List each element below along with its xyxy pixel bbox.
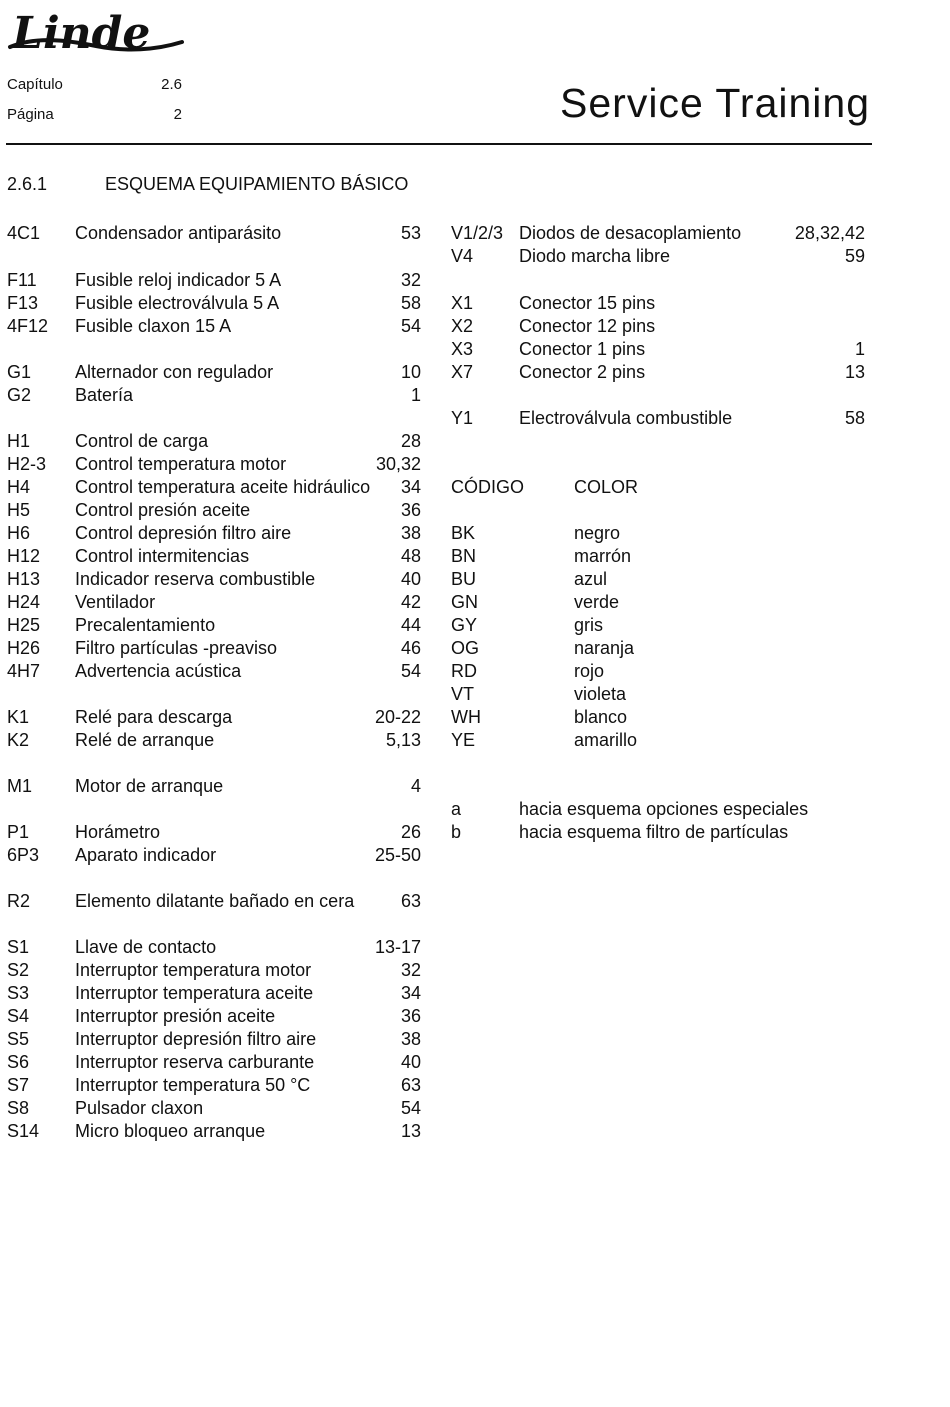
item-page: 59 — [844, 246, 865, 266]
item-desc: Pulsador claxon — [75, 1098, 204, 1118]
item-code: Y1 — [451, 408, 474, 428]
list-item — [7, 844, 421, 866]
item-desc: Diodo marcha libre — [519, 246, 671, 266]
item-code: S8 — [7, 1098, 30, 1118]
item-code: G1 — [7, 362, 32, 382]
reference-desc: hacia esquema filtro de partículas — [519, 822, 789, 842]
section-number: 2.6.1 — [7, 174, 48, 194]
item-page: 42 — [400, 592, 421, 612]
item-desc: Control presión aceite — [75, 500, 251, 520]
color-name: azul — [574, 569, 608, 589]
item-code: H25 — [7, 615, 41, 635]
list-item — [451, 407, 865, 429]
list-item — [7, 637, 421, 659]
item-code: S2 — [7, 960, 30, 980]
item-page: 34 — [400, 983, 421, 1003]
color-row — [451, 568, 865, 590]
item-page: 53 — [400, 223, 421, 243]
list-item — [7, 959, 421, 981]
list-item — [7, 453, 421, 475]
color-code: BK — [451, 523, 476, 543]
item-code: S3 — [7, 983, 30, 1003]
item-desc: Elemento dilatante bañado en cera — [75, 891, 355, 911]
color-row — [451, 591, 865, 613]
item-code: 4H7 — [7, 661, 41, 681]
color-code: OG — [451, 638, 480, 658]
item-page: 32 — [400, 270, 421, 290]
list-item — [7, 476, 421, 498]
color-row — [451, 522, 865, 544]
item-desc: Ventilador — [75, 592, 156, 612]
list-item — [7, 315, 421, 337]
item-code: F11 — [7, 270, 37, 290]
color-name: naranja — [574, 638, 635, 658]
item-desc: Batería — [75, 385, 134, 405]
color-row — [451, 637, 865, 659]
item-code: S14 — [7, 1121, 40, 1141]
item-code: H1 — [7, 431, 31, 451]
list-item — [451, 292, 865, 314]
list-item — [451, 245, 865, 267]
list-item — [7, 982, 421, 1004]
item-desc: Interruptor presión aceite — [75, 1006, 276, 1026]
item-page: 54 — [400, 1098, 421, 1118]
item-desc: Aparato indicador — [75, 845, 217, 865]
chapter-label: Capítulo — [7, 76, 63, 93]
item-page: 48 — [400, 546, 421, 566]
item-desc: Control de carga — [75, 431, 209, 451]
item-page: 46 — [400, 638, 421, 658]
item-desc: Indicador reserva combustible — [75, 569, 316, 589]
header-divider — [6, 143, 872, 145]
item-code: S6 — [7, 1052, 30, 1072]
color-name: marrón — [574, 546, 632, 566]
item-desc: Micro bloqueo arranque — [75, 1121, 266, 1141]
color-name: negro — [574, 523, 621, 543]
item-code: P1 — [7, 822, 30, 842]
item-page: 1 — [854, 339, 865, 359]
list-item — [7, 775, 421, 797]
color-code: VT — [451, 684, 475, 704]
list-item — [7, 591, 421, 613]
item-desc: Interruptor depresión filtro aire — [75, 1029, 317, 1049]
item-desc: Conector 2 pins — [519, 362, 646, 382]
item-page: 58 — [844, 408, 865, 428]
item-code: V4 — [451, 246, 474, 266]
item-desc: Relé para descarga — [75, 707, 233, 727]
item-code: H26 — [7, 638, 41, 658]
item-code: S1 — [7, 937, 30, 957]
list-item — [451, 338, 865, 360]
item-page: 26 — [400, 822, 421, 842]
item-page: 36 — [400, 1006, 421, 1026]
page-row — [7, 106, 182, 123]
item-page: 63 — [400, 1075, 421, 1095]
color-code: BN — [451, 546, 477, 566]
section-title: ESQUEMA EQUIPAMIENTO BÁSICO — [105, 174, 409, 194]
item-page: 38 — [400, 523, 421, 543]
item-code: 4C1 — [7, 223, 41, 243]
linde-logo — [6, 6, 184, 56]
color-code: RD — [451, 661, 477, 681]
item-page: 5,13 — [385, 730, 421, 750]
page-value: 2 — [173, 106, 182, 123]
list-item — [7, 1120, 421, 1142]
list-item — [7, 361, 421, 383]
item-page: 44 — [400, 615, 421, 635]
item-page: 25-50 — [374, 845, 421, 865]
item-page: 34 — [400, 477, 421, 497]
item-desc: Interruptor reserva carburante — [75, 1052, 315, 1072]
item-desc: Electroválvula combustible — [519, 408, 733, 428]
item-page: 30,32 — [375, 454, 421, 474]
item-code: S7 — [7, 1075, 30, 1095]
list-item — [7, 568, 421, 590]
item-page: 10 — [400, 362, 421, 382]
color-code: YE — [451, 730, 476, 750]
color-row — [451, 545, 865, 567]
item-code: H4 — [7, 477, 31, 497]
item-page: 63 — [400, 891, 421, 911]
item-desc: Relé de arranque — [75, 730, 215, 750]
color-header-color: COLOR — [574, 477, 639, 497]
color-code: GY — [451, 615, 478, 635]
list-item — [7, 821, 421, 843]
item-code: H12 — [7, 546, 41, 566]
list-item — [451, 222, 865, 244]
item-desc: Interruptor temperatura 50 °C — [75, 1075, 311, 1095]
item-desc: Precalentamiento — [75, 615, 216, 635]
reference-item — [451, 821, 865, 843]
list-item — [7, 890, 421, 912]
item-page: 40 — [400, 569, 421, 589]
item-page: 4 — [410, 776, 421, 796]
item-code: X2 — [451, 316, 474, 336]
list-item — [7, 499, 421, 521]
item-page: 54 — [400, 661, 421, 681]
color-row — [451, 706, 865, 728]
item-page: 54 — [400, 316, 421, 336]
item-code: H6 — [7, 523, 31, 543]
item-desc: Fusible claxon 15 A — [75, 316, 232, 336]
item-code: X7 — [451, 362, 474, 382]
item-code: S5 — [7, 1029, 30, 1049]
item-desc: Control temperatura motor — [75, 454, 287, 474]
item-page: 13 — [400, 1121, 421, 1141]
color-name: blanco — [574, 707, 628, 727]
list-item — [7, 1028, 421, 1050]
item-page: 28 — [400, 431, 421, 451]
item-desc: Advertencia acústica — [75, 661, 242, 681]
list-item — [7, 706, 421, 728]
list-item — [7, 1051, 421, 1073]
list-item — [7, 1074, 421, 1096]
item-desc: Control depresión filtro aire — [75, 523, 292, 543]
color-name: gris — [574, 615, 604, 635]
color-row — [451, 683, 865, 705]
item-desc: Horámetro — [75, 822, 161, 842]
item-page: 28,32,42 — [794, 223, 865, 243]
list-item — [7, 660, 421, 682]
list-item — [7, 936, 421, 958]
color-row — [451, 660, 865, 682]
item-code: H13 — [7, 569, 41, 589]
chapter-value: 2.6 — [161, 76, 182, 93]
color-table-header — [451, 476, 865, 498]
color-code: WH — [451, 707, 481, 727]
item-code: K2 — [7, 730, 30, 750]
list-item — [7, 292, 421, 314]
item-page: 1 — [410, 385, 421, 405]
item-desc: Control temperatura aceite hidráulico — [75, 477, 371, 497]
item-page: 32 — [400, 960, 421, 980]
item-code: F13 — [7, 293, 39, 313]
list-item — [7, 729, 421, 751]
item-code: M1 — [7, 776, 33, 796]
color-code: BU — [451, 569, 477, 589]
reference-desc: hacia esquema opciones especiales — [519, 799, 809, 819]
item-desc: Fusible electroválvula 5 A — [75, 293, 280, 313]
reference-item — [451, 798, 865, 820]
item-code: K1 — [7, 707, 30, 727]
item-desc: Motor de arranque — [75, 776, 224, 796]
reference-code: b — [451, 822, 462, 842]
color-name: verde — [574, 592, 620, 612]
item-page: 40 — [400, 1052, 421, 1072]
item-desc: Interruptor temperatura aceite — [75, 983, 314, 1003]
item-desc: Diodos de desacoplamiento — [519, 223, 742, 243]
item-desc: Condensador antiparásito — [75, 223, 282, 243]
color-row — [451, 729, 865, 751]
list-item — [7, 545, 421, 567]
list-item — [7, 614, 421, 636]
page-label: Página — [7, 106, 54, 123]
item-code: H5 — [7, 500, 31, 520]
svg-text:Linde: Linde — [12, 8, 151, 56]
page-title: Service Training — [560, 80, 870, 126]
item-desc: Fusible reloj indicador 5 A — [75, 270, 282, 290]
color-row — [451, 614, 865, 636]
list-item — [7, 384, 421, 406]
list-item — [7, 222, 421, 244]
item-desc: Filtro partículas -preaviso — [75, 638, 278, 658]
list-item — [7, 522, 421, 544]
reference-code: a — [451, 799, 462, 819]
list-item — [7, 1097, 421, 1119]
item-desc: Alternador con regulador — [75, 362, 274, 382]
item-code: H2-3 — [7, 454, 47, 474]
item-code: 4F12 — [7, 316, 49, 336]
list-item — [7, 1005, 421, 1027]
color-name: rojo — [574, 661, 605, 681]
item-page: 36 — [400, 500, 421, 520]
item-desc: Interruptor temperatura motor — [75, 960, 312, 980]
color-code: GN — [451, 592, 478, 612]
list-item — [451, 361, 865, 383]
item-desc: Conector 15 pins — [519, 293, 656, 313]
item-desc: Conector 12 pins — [519, 316, 656, 336]
color-header-code: CÓDIGO — [451, 477, 525, 497]
item-desc: Control intermitencias — [75, 546, 250, 566]
item-page: 13-17 — [374, 937, 421, 957]
item-code: S4 — [7, 1006, 30, 1026]
item-desc: Llave de contacto — [75, 937, 217, 957]
item-code: X3 — [451, 339, 474, 359]
item-page: 20-22 — [374, 707, 421, 727]
list-item — [7, 430, 421, 452]
list-item — [7, 269, 421, 291]
chapter-row — [7, 76, 182, 93]
color-name: violeta — [574, 684, 627, 704]
item-page: 58 — [400, 293, 421, 313]
item-code: G2 — [7, 385, 32, 405]
item-code: X1 — [451, 293, 474, 313]
color-name: amarillo — [574, 730, 638, 750]
item-page: 38 — [400, 1029, 421, 1049]
item-code: R2 — [7, 891, 31, 911]
item-code: 6P3 — [7, 845, 40, 865]
list-item — [451, 315, 865, 337]
item-desc: Conector 1 pins — [519, 339, 646, 359]
item-code: V1/2/3 — [451, 223, 504, 243]
item-code: H24 — [7, 592, 41, 612]
item-page: 13 — [844, 362, 865, 382]
